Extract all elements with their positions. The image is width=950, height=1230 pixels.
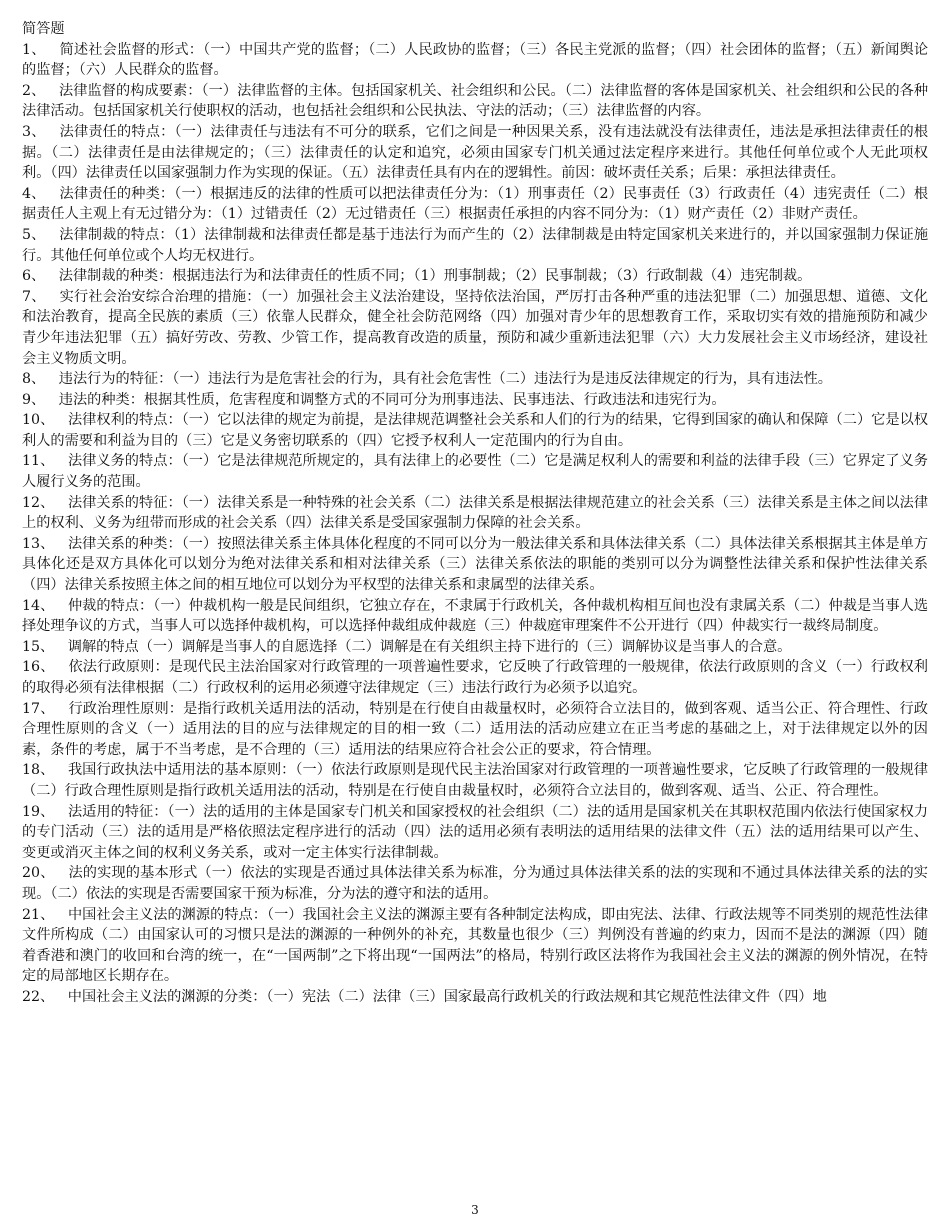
question-text: 违法行为的特征：（一）违法行为是危害社会的行为，具有社会危害性（二）违法行为是违反法律规定的行为，具有违法性。 (58, 371, 832, 388)
question-item (22, 40, 928, 81)
question-item (22, 410, 928, 451)
question-text: 法律关系的种类：（一）按照法律关系主体具体化程度的不同可以分为一般法律关系和具体法律关系（二）具体法律关系根据其主体是单方具体化还是双方具体化可以划分为绝对法律关系和相对法律关系（三）法律关系依法的职能的类别可以分为调整性法律关系和保护性法律关系（四）法律关系按照主体之间的相互地位可以划分为平权型的法律关系和隶属型的法律关系。 (22, 535, 929, 594)
section-heading: 简答题 (22, 21, 65, 37)
question-number: 22、 (22, 988, 55, 1005)
question-item (22, 266, 928, 287)
question-number: 10、 (22, 412, 55, 429)
question-text: 仲裁的特点：（一）仲裁机构一般是民间组织，它独立存在，不隶属于行政机关，各仲裁机构相互间也没有隶属关系（二）仲裁是当事人选择处理争议的方式，当事人可以选择仲裁机构，可以选择仲裁组成仲裁庭（三）仲裁庭审理案件不公开进行（四）仲裁实行一裁终局制度。 (22, 597, 929, 635)
question-number: 14、 (22, 597, 55, 614)
question-text: 调解的特点（一）调解是当事人的自愿选择（二）调解是在有关组织主持下进行的（三）调解协议是当事人的合意。 (67, 638, 792, 655)
question-item (22, 534, 928, 596)
question-number: 2、 (22, 82, 46, 99)
question-number: 20、 (22, 865, 55, 882)
page-number: 3 (471, 1203, 479, 1217)
question-number: 6、 (22, 268, 46, 285)
question-item (22, 122, 928, 184)
question-text: 违法的种类：根据其性质，危害程度和调整方式的不同可分为刑事违法、民事违法、行政违法和违宪行为。 (58, 391, 726, 408)
question-item (22, 863, 928, 904)
question-text: 我国行政执法中适用法的基本原则：（一）依法行政原则是现代民主法治国家对行政管理的一项普遍性要求，它反映了行政管理的一般规律（二）行政合理性原则是指行政机关适用法的活动，特别是在行使自由裁量权时，必须符合立法目的，做到客观、适当、公正、符合理性。 (22, 762, 929, 799)
question-item (22, 657, 928, 698)
question-number: 5、 (22, 226, 46, 243)
question-number: 3、 (22, 123, 46, 140)
question-text: 法律权利的特点：（一）它以法律的规定为前提，是法律规范调整社会关系和人们的行为的结果，它得到国家的确认和保障（二）它是以权利人的需要和利益为目的（三）它是义务密切联系的（四）它授予权利人一定范围内的行为自由。 (22, 412, 929, 449)
question-text: 法律监督的构成要素：（一）法律监督的主体。包括国家机关、社会组织和公民。（二）法律监督的客体是国家机关、社会组织和公民的各种法律活动。包括国家机关行使职权的活动，也包括社会组织和公民执法、守法的活动；（三）法律监督的内容。 (22, 82, 929, 120)
question-list (22, 40, 928, 1008)
question-number: 11、 (22, 453, 55, 470)
question-number: 19、 (22, 803, 55, 820)
question-item (22, 81, 928, 122)
question-number: 15、 (22, 638, 55, 655)
question-text: 法律责任的种类：（一）根据违反的法律的性质可以把法律责任分为：（1）刑事责任（2）民事责任（3）行政责任（4）违宪责任（二）根据责任人主观上有无过错分为：（1）过错责任（2）无过错责任（三）根据责任承担的内容不同分为：（1）财产责任（2）非财产责任。 (22, 185, 929, 223)
document-page (22, 19, 928, 1008)
question-text: 中国社会主义法的渊源的特点：（一）我国社会主义法的渊源主要有各种制定法构成，即由宪法、法律、行政法规等不同类别的规范性法律文件所构成（二）由国家认可的习惯只是法的渊源的一种例外的补充，其数量也很少（三）判例没有普遍的约束力，因而不是法的渊源（四）随着香港和澳门的收回和台湾的统一，在“一国两制”之下将出现“一国两法”的格局，特别行政区法将作为我国社会主义法的渊源的例外情况，在特定的局部地区长期存在。 (22, 906, 929, 985)
question-item (22, 637, 928, 658)
question-text: 实行社会治安综合治理的措施：（一）加强社会主义法治建设，坚持依法治国，严厉打击各种严重的违法犯罪（二）加强思想、道德、文化和法治教育，提高全民族的素质（三）依靠人民群众，健全社会防范网络（四）加强对青少年的思想教育工作，采取切实有效的措施预防和减少青少年违法犯罪（五）搞好劳改、劳教、少管工作，提高教育改造的质量，预防和减少重新违法犯罪（六）大力发展社会主义市场经济，建设社会主义物质文明。 (22, 288, 929, 367)
question-text: 法律制裁的种类：根据违法行为和法律责任的性质不同；（1）刑事制裁；（2）民事制裁；（3）行政制裁（4）违宪制裁。 (58, 268, 812, 285)
question-item (22, 451, 928, 492)
question-text: 中国社会主义法的渊源的分类：（一）宪法（二）法律（三）国家最高行政机关的行政法规和其它规范性法律文件（四）地 (67, 988, 827, 1005)
question-item (22, 760, 928, 801)
question-text: 法适用的特征：（一）法的适用的主体是国家专门机关和国家授权的社会组织（二）法的适用是国家机关在其职权范围内依法行使国家权力的专门活动（三）法的适用是严格依照法定程序进行的活动（四）法的适用必须有表明法的适用结果的法律文件（五）法的适用结果可以产生、变更或消灭主体之间的权利义务关系，或对一定主体实行法律制裁。 (22, 803, 929, 861)
question-item (22, 493, 928, 534)
question-item (22, 802, 928, 864)
question-number: 4、 (22, 185, 46, 202)
question-text: 简述社会监督的形式：（一）中国共产党的监督；（二）人民政协的监督；（三）各民主党派的监督；（四）社会团体的监督；（五）新闻舆论的监督；（六）人民群众的监督。 (22, 41, 929, 79)
question-item (22, 905, 928, 987)
question-number: 21、 (22, 906, 55, 923)
question-number: 1、 (22, 41, 46, 58)
question-number: 18、 (22, 762, 55, 779)
question-item (22, 184, 928, 225)
question-number: 7、 (22, 288, 46, 305)
question-text: 依法行政原则：是现代民主法治国家对行政管理的一项普遍性要求，它反映了行政管理的一般规律，依法行政原则的含义（一）行政权利的取得必须有法律根据（二）行政权利的运用必须遵守法律规定（三）违法行政行为必须予以追究。 (22, 659, 928, 696)
question-text: 法律关系的特征：（一）法律关系是一种特殊的社会关系（二）法律关系是根据法律规范建立的社会关系（三）法律关系是主体之间以法律上的权利、义务为纽带而形成的社会关系（四）法律关系是受国家强制力保障的社会关系。 (22, 494, 929, 532)
question-item (22, 369, 928, 390)
question-text: 行政治理性原则：是指行政机关适用法的活动，特别是在行使自由裁量权时，必须符合立法目的，做到客观、适当公正、符合理性、行政合理性原则的含义（一）适用法的目的应与法律规定的目的相一致（二）适用法的活动应建立在正当考虑的基础之上，对于法律规定以外的因素，条件的考虑，属于不当考虑，是不合理的（三）适用法的结果应符合社会公正的要求，符合情理。 (22, 700, 928, 758)
question-number: 12、 (22, 494, 55, 511)
question-number: 16、 (22, 659, 55, 676)
question-item (22, 390, 928, 411)
question-text: 法的实现的基本形式（一）依法的实现是否通过具体法律关系为标准，分为通过具体法律关系的法的实现和不通过具体法律关系的法的实现。（二）依法的实现是否需要国家干预为标准，分为法的遵守和法的适用。 (22, 865, 928, 902)
question-item (22, 699, 928, 761)
question-item (22, 287, 928, 369)
question-item (22, 225, 928, 266)
question-number: 9、 (22, 391, 46, 408)
question-text: 法律责任的特点：（一）法律责任与违法有不可分的联系，它们之间是一种因果关系，没有违法就没有法律责任，违法是承担法律责任的根据。（二）法律责任是由法律规定的；（三）法律责任的认定和追究，必须由国家专门机关通过法定程序来进行。其他任何单位或个人无此项权利。（四）法律责任以国家强制力作为实现的保证。（五）法律责任具有内在的逻辑性。前因：破坏责任关系；后果：承担法律责任。 (22, 123, 929, 182)
question-number: 17、 (22, 700, 55, 717)
question-item (22, 596, 928, 637)
question-number: 13、 (22, 535, 55, 552)
question-number: 8、 (22, 371, 46, 388)
question-item (22, 987, 928, 1008)
question-text: 法律义务的特点：（一）它是法律规范所规定的，具有法律上的必要性（二）它是满足权利人的需要和利益的法律手段（三）它界定了义务人履行义务的范围。 (22, 453, 929, 491)
question-text: 法律制裁的特点：（1）法律制裁和法律责任都是基于违法行为而产生的（2）法律制裁是由特定国家机关来进行的，并以国家强制力保证施行。其他任何单位或个人均无权进行。 (22, 226, 929, 264)
